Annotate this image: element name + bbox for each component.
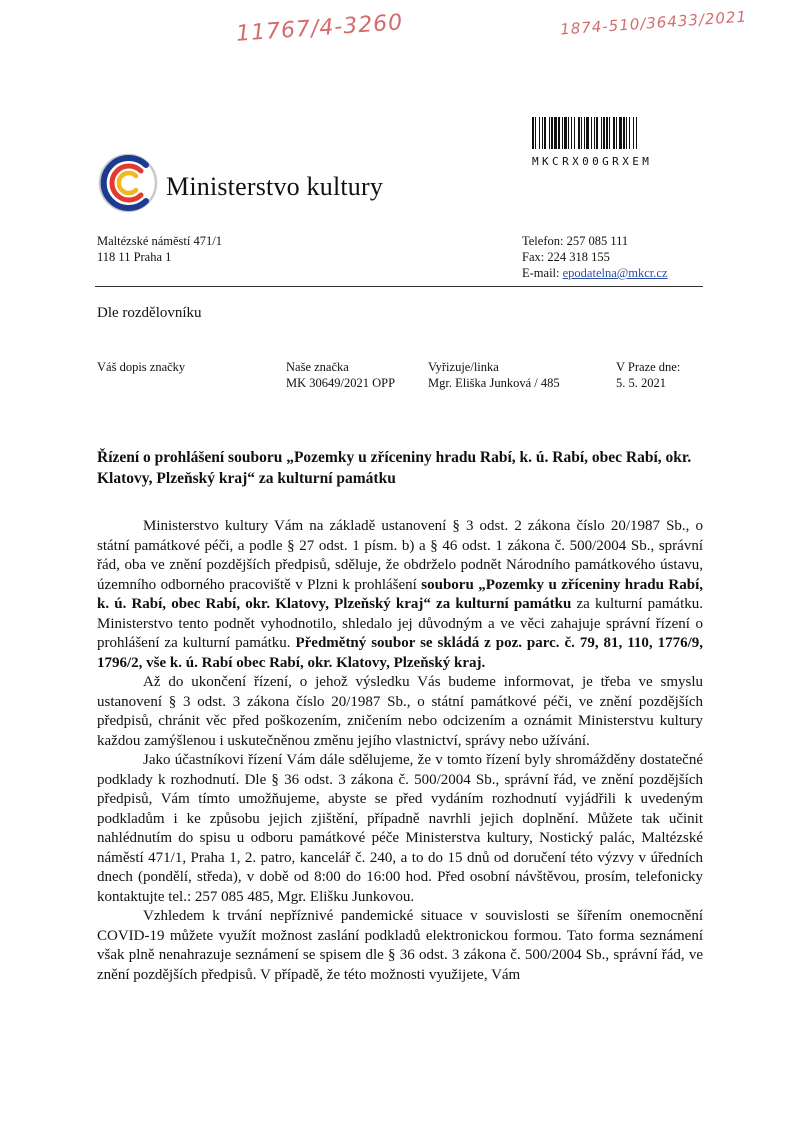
date-value: 5. 5. 2021 (616, 376, 666, 390)
p1-text-d: Předmětný soubor se skládá z poz. parc. č. 79, 81, 110, 1776/9, 1796/2, vše k. ú. Rabí obec Rabí, okr. Klatovy, Plzeňský kraj. (97, 635, 703, 671)
letter-subject: Řízení o prohlášení souboru „Pozemky u zříceniny hradu Rabí, k. ú. Rabí, obec Rabí, okr. Klatovy, Plzeňský kraj“ za kulturní památku (97, 449, 692, 487)
our-reference (286, 359, 395, 391)
date-reference (616, 359, 680, 391)
body-paragraph-2: Až do ukončení řízení, o jehož výsledku Vás budeme informovat, je třeba ve smyslu ustanovení § 3 odst. 3 zákona číslo 20/1987 Sb., o státní památkové péči, ve znění pozdějších předpisů, chránit věc před poškozením, zničením nebo odcizením a oznámit Ministerstvu kultury každou zamýšlenou i uskutečněnou změnu jejího vlastnictví, správy nebo užívání. (97, 674, 703, 749)
email-label: E-mail: (522, 266, 563, 280)
handler-value: Mgr. Eliška Junková / 485 (428, 376, 560, 390)
body-paragraph-1 (97, 517, 703, 673)
body-paragraph-4: Vzhledem k trvání nepříznivé pandemické situace v souvislosti se šířením onemocnění COVID-19 můžete využít možnost zaslání podkladů elektronickou formou. Tato forma seznámení však plně nenahrazuje seznámení se spisem dle § 36 odst. 3 zákona č. 500/2004 Sb., správní řád, ve znění pozdějších předpisů. V případě, že této možnosti využijete, Vám (97, 908, 703, 983)
handler-reference (428, 359, 560, 391)
barcode-icon (532, 117, 700, 149)
letter-body (97, 517, 703, 985)
address-line-city: 118 11 Praha 1 (97, 250, 172, 264)
our-ref-label: Naše značka (286, 360, 349, 374)
p1-text-b: souboru „Pozemky u zříceniny hradu Rabí, k. ú. Rabí, obec Rabí, okr. Klatovy, Plzeňský kraj“ za kulturní památku (97, 576, 704, 612)
ministry-name: Ministerstvo kultury (166, 172, 384, 201)
recipient: Dle rozdělovníku (97, 305, 202, 321)
our-ref-value: MK 30649/2021 OPP (286, 376, 396, 390)
handwritten-reference-right: 1874-510/36433/2021 (559, 7, 748, 39)
email-link[interactable]: epodatelna@mkcr.cz (562, 266, 668, 280)
your-reference (97, 359, 185, 375)
your-ref-label: Váš dopis značky (97, 360, 186, 374)
fax-line: Fax: 224 318 155 (522, 250, 610, 264)
barcode-block (532, 117, 702, 168)
barcode-text: MKCRX00GRXEM (532, 155, 653, 168)
sender-address (97, 233, 222, 265)
body-paragraph-3: Jako účastníkovi řízení Vám dále sdělujeme, že v tomto řízení byly shromážděny dostatečné podklady k rozhodnutí. Dle § 36 odst. 3 zákona č. 500/2004 Sb., správní řád, ve znění pozdějších předpisů, Vám tímto umožňujeme, abyste se před vydáním rozhodnutí vyjádřili k uvedeným podkladům i ke způsobu jejich zjištění, případně navrhli jejich doplnění. Můžete tak učinit nahlédnutím do spisu u odboru památkové péče Ministerstva kultury, Nostický palác, Maltézské náměstí 471/1, Praha 1, 2. patro, kancelář č. 240, a to do 15 dnů od doručení této výzvy v úředních dnech (pondělí, středa), v době od 8:00 do 16:00 hod. Před osobní návštěvou, prosím, telefonicky kontaktujte tel.: 257 085 485, Mgr. Elišku Junkovou. (97, 752, 703, 905)
address-line-street: Maltézské náměstí 471/1 (97, 234, 222, 248)
phone-line: Telefon: 257 085 111 (522, 234, 629, 248)
email-line (522, 265, 668, 281)
sender-contact (522, 233, 668, 281)
p1-text-a: Ministerstvo kultury Vám na základě ustanovení § 3 odst. 2 zákona číslo 20/1987 Sb., o státní památkové péči, a podle § 27 odst. 1 písm. b) a § 46 odst. 1 zákona č. 500/2004 Sb., správní řád, oba ve znění pozdějších předpisů, sděluje, že obdrželo podnět Národního památkového ústavu, územního odborného pracoviště v Plzni k prohlášení (97, 518, 703, 593)
handwritten-reference-left: 11767/4-3260 (235, 10, 404, 47)
header-divider (95, 286, 703, 287)
handler-label: Vyřizuje/linka (428, 360, 499, 374)
ministry-logo-icon (97, 152, 159, 214)
p1-text-c: za kulturní památku. Ministerstvo tento podnět vyhodnotilo, shledalo jej důvodným a ve věci zahajuje správní řízení o prohlášení za kulturní památku. (97, 596, 703, 651)
date-label: V Praze dne: (616, 360, 681, 374)
